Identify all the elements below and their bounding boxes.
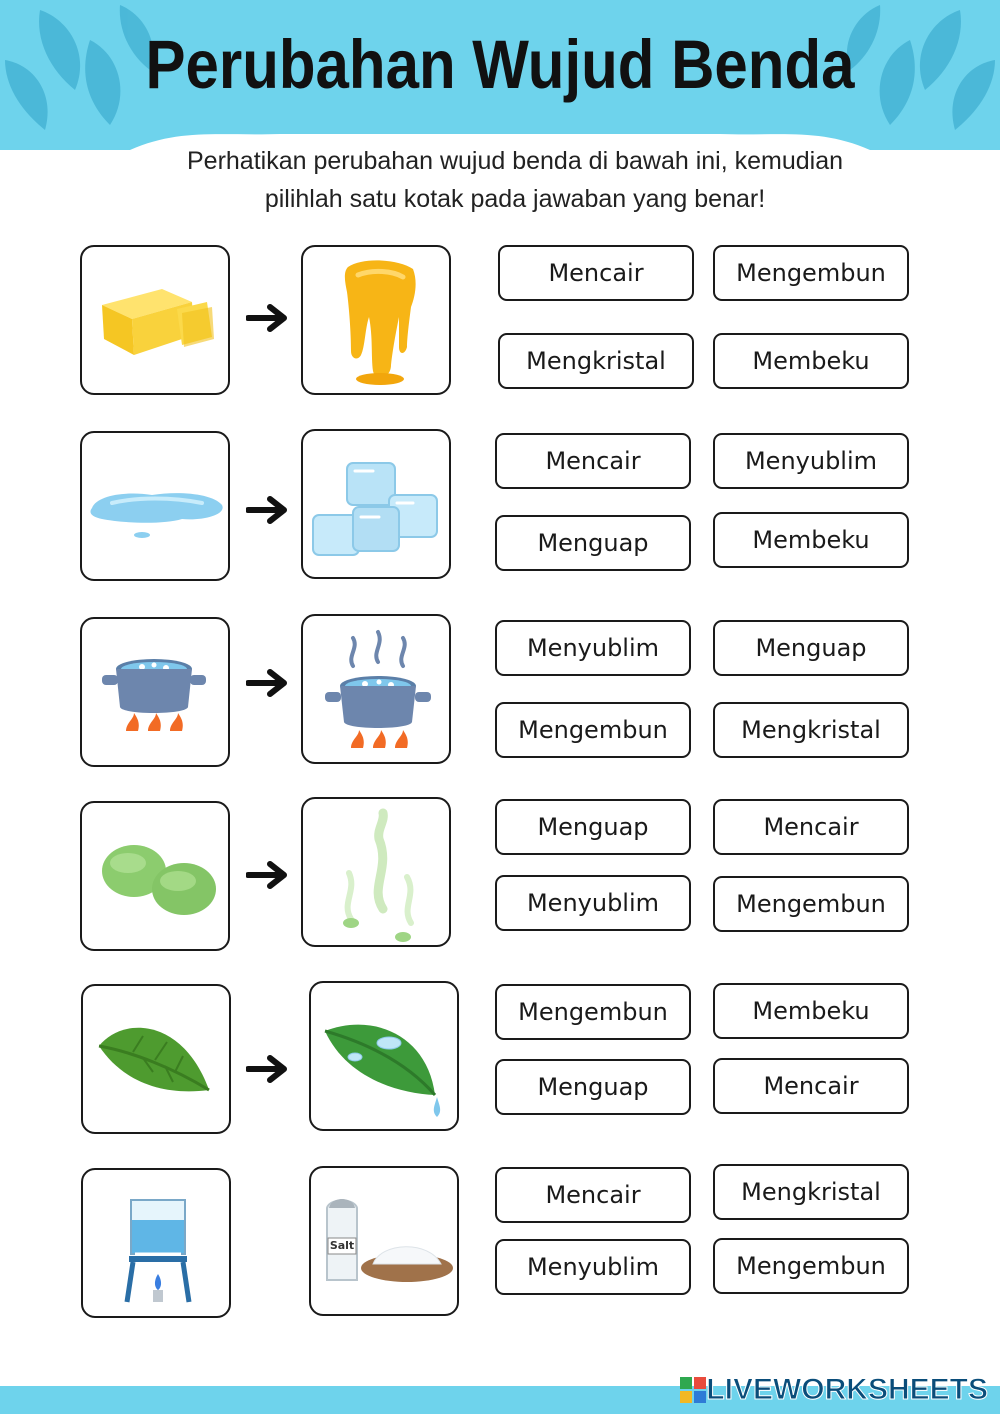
before-image-heated-beaker xyxy=(81,1168,231,1318)
option-mengembun[interactable]: Mengembun xyxy=(495,984,691,1040)
before-image-water-puddle xyxy=(80,431,230,581)
option-mengkristal[interactable]: Mengkristal xyxy=(713,702,909,758)
arrow-right-icon xyxy=(246,860,290,890)
brand-name: LIVEWORKSHEETS xyxy=(706,1373,988,1406)
after-image-ice-cubes xyxy=(301,429,451,579)
option-mencair[interactable]: Mencair xyxy=(495,1167,691,1223)
heated-beaker-icon xyxy=(83,1170,233,1320)
option-mengkristal[interactable]: Mengkristal xyxy=(498,333,694,389)
vapor-icon xyxy=(303,799,453,949)
page-title: Perubahan Wujud Benda xyxy=(145,25,855,104)
option-menyublim[interactable]: Menyublim xyxy=(495,1239,691,1295)
option-mengkristal[interactable]: Mengkristal xyxy=(713,1164,909,1220)
after-image-dewy-leaf xyxy=(309,981,459,1131)
before-image-leaf xyxy=(81,984,231,1134)
boiling-pot-icon xyxy=(82,619,232,769)
option-mencair[interactable]: Mencair xyxy=(713,1058,909,1114)
option-menguap[interactable]: Menguap xyxy=(495,515,691,571)
option-menyublim[interactable]: Menyublim xyxy=(495,875,691,931)
arrow-right-icon xyxy=(246,495,290,525)
option-mengembun[interactable]: Mengembun xyxy=(713,876,909,932)
leaf-icon xyxy=(83,986,233,1136)
ice-cubes-icon xyxy=(303,431,453,581)
arrow-right-icon xyxy=(246,303,290,333)
option-menyublim[interactable]: Menyublim xyxy=(495,620,691,676)
option-menguap[interactable]: Menguap xyxy=(495,799,691,855)
instruction-line-2: pilihlah satu kotak pada jawaban yang benar! xyxy=(264,185,766,213)
melted-butter-icon xyxy=(303,247,453,397)
option-mengembun[interactable]: Mengembun xyxy=(713,1238,909,1294)
option-menyublim[interactable]: Menyublim xyxy=(713,433,909,489)
after-image-camphor-vapor xyxy=(301,797,451,947)
option-mengembun[interactable]: Mengembun xyxy=(495,702,691,758)
option-menguap[interactable]: Menguap xyxy=(495,1059,691,1115)
dewy-leaf-icon xyxy=(311,983,461,1133)
after-image-steaming-pot xyxy=(301,614,451,764)
butter-icon xyxy=(82,247,232,397)
option-menguap[interactable]: Menguap xyxy=(713,620,909,676)
logo-grid-icon xyxy=(680,1377,706,1403)
instruction-text xyxy=(120,142,910,218)
option-membeku[interactable]: Membeku xyxy=(713,512,909,568)
salt-label: Salt xyxy=(329,1239,355,1252)
option-membeku[interactable]: Membeku xyxy=(713,983,909,1039)
camphor-balls-icon xyxy=(82,803,232,953)
after-image-melted-butter xyxy=(301,245,451,395)
steaming-pot-icon xyxy=(303,616,453,766)
option-mengembun[interactable]: Mengembun xyxy=(713,245,909,301)
option-mencair[interactable]: Mencair xyxy=(495,433,691,489)
before-image-camphor-balls xyxy=(80,801,230,951)
option-mencair[interactable]: Mencair xyxy=(713,799,909,855)
before-image-boiling-pot xyxy=(80,617,230,767)
arrow-right-icon xyxy=(246,668,290,698)
option-mencair[interactable]: Mencair xyxy=(498,245,694,301)
option-membeku[interactable]: Membeku xyxy=(713,333,909,389)
water-puddle-icon xyxy=(82,433,232,583)
before-image-butter xyxy=(80,245,230,395)
instruction-line-1: Perhatikan perubahan wujud benda di bawah ini, kemudian xyxy=(186,147,844,175)
header-banner xyxy=(0,0,1000,150)
arrow-right-icon xyxy=(246,1054,290,1084)
liveworksheets-logo[interactable] xyxy=(680,1372,988,1408)
after-image-salt xyxy=(309,1166,459,1316)
